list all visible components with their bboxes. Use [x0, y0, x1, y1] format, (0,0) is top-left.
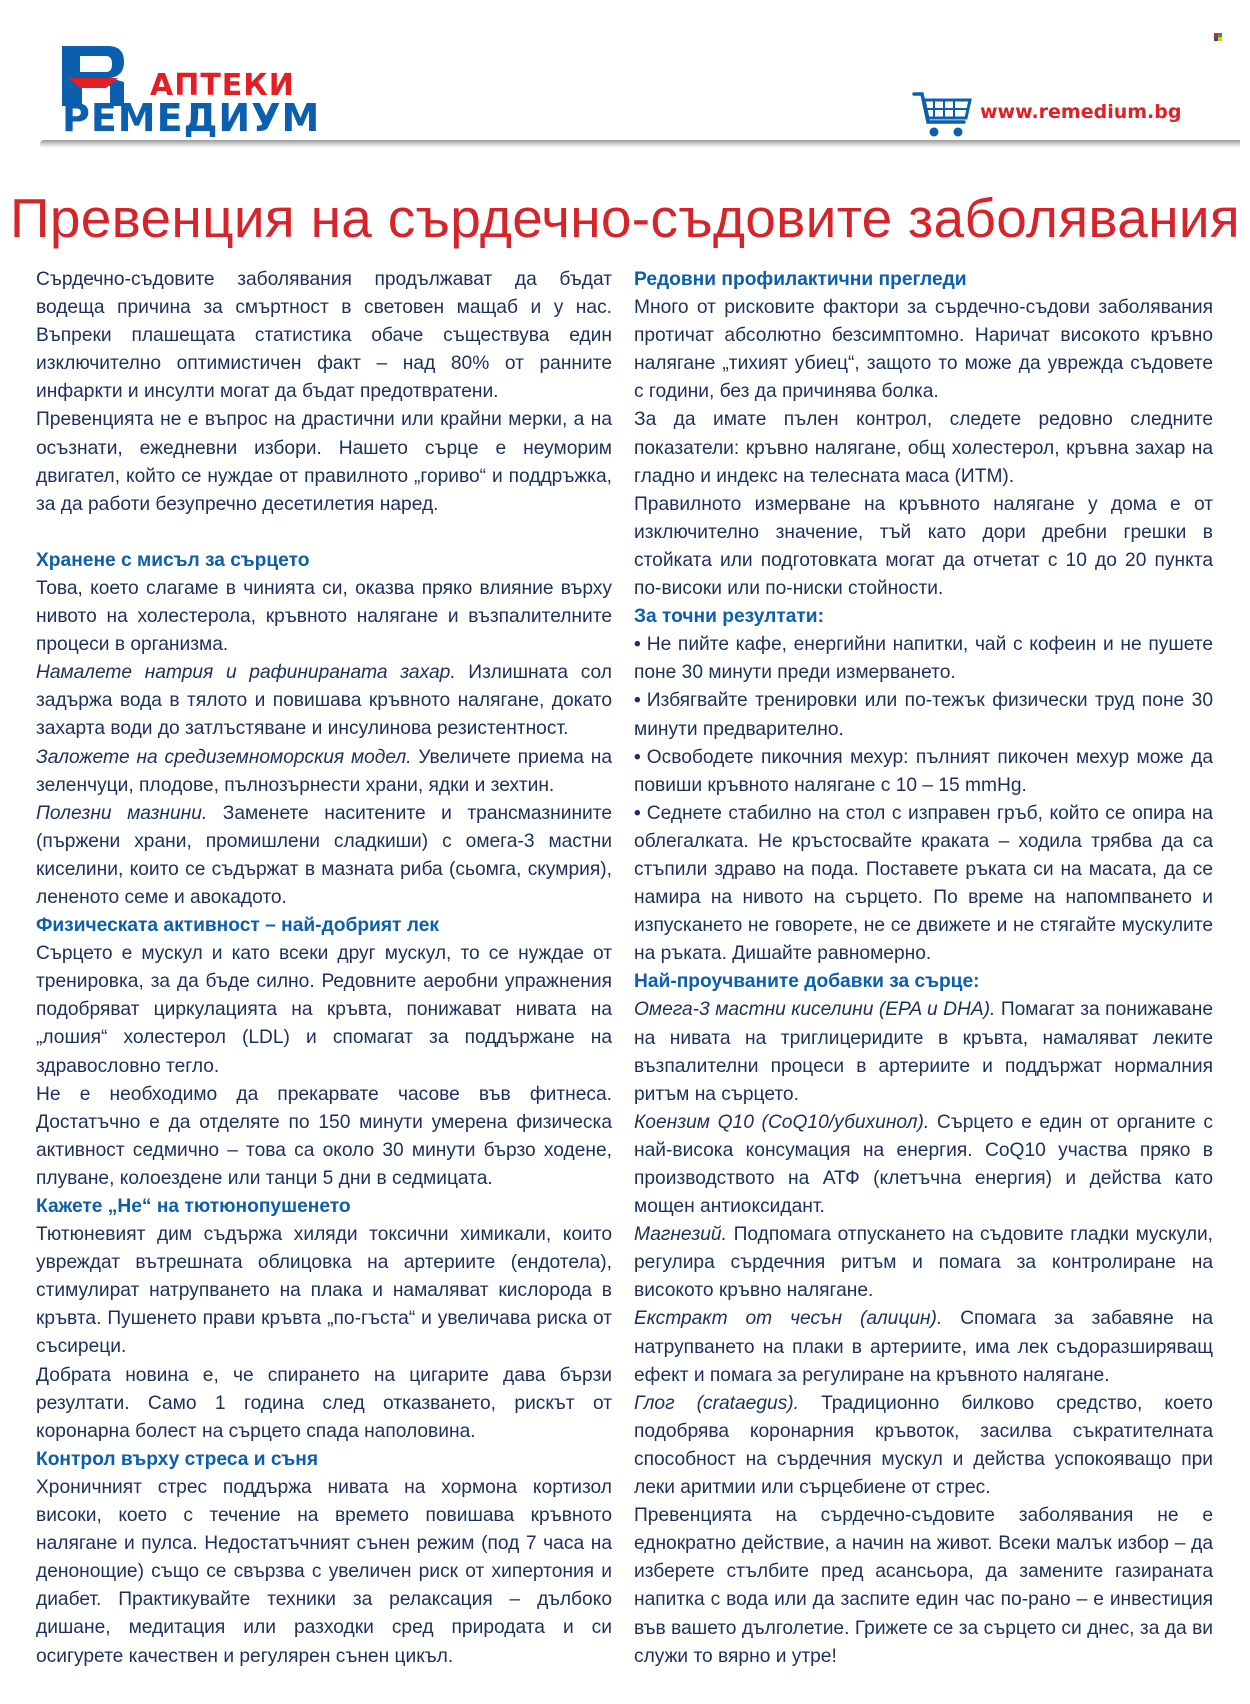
nutrition-text-sodium: Излишната сол задържа вода в тялото и повишава кръвното налягане, докато захарта води до затлъстяване и инсулинова резистентност. — [36, 662, 612, 740]
shopping-cart-icon — [912, 88, 974, 140]
closing-paragraph: Превенцията на сърдечно-съдовите заболявания не е еднократно действие, а начин на живот. Всеки малък избор – да изберете стълбите пред асансьора, да замените газираната напитка с вода или да заспите един час по-рано – е инвестиция във вашето дълголетие. Грижете се за сърцето си днес, за да ви служи то вярно и утре! — [634, 1505, 1213, 1667]
activity-paragraph-2: Не е необходимо да прекарвате часове във фитнеса. Достатъчно е да отделяте по 150 минути умерена физическа активност седмично – това са около 30 минути бързо ходене, плуване, колоездене или танци 5 дни в седмицата. — [36, 1083, 612, 1189]
nutrition-text-fats: Заменете наситените и трансмазнините (пържени храни, промишлени сладкиши) с омега-3 мастни киселини, които се съдържат в мазната риба (сьомга, скумрия), лененото семе и авокадото. — [36, 802, 612, 908]
activity-paragraph-1: Сърцето е мускул и като всеки друг мускул, то се нуждае от тренировка, за да бъде силно. Редовните аеробни упражнения подобряват циркулацията на кръвта, понижават нивата на „лошия“ холестерол (LDL) и спомагат за поддържане на здравословно тегло. — [36, 943, 612, 1077]
stress-paragraph: Хроничният стрес поддържа нивата на хормона кортизол високи, което с течение на времето повишава кръвното налягане и пулса. Недостатъчният сънен режим (под 7 часа на денонощие) също се свързва с увеличен риск от хипертония и диабет. Практикувайте техники за релаксация – дълбоко дишане, медитация или разходки сред природата и си осигурете качествен и регулярен сънен цикъл. — [36, 1476, 612, 1667]
page-header — [0, 0, 1250, 160]
supplement-omega3-lead: Омега-3 мастни киселини (EPA и DHA). — [634, 999, 996, 1021]
corner-mark-icon — [1214, 33, 1222, 41]
supplement-coq10 — [634, 1109, 1213, 1221]
supplement-garlic — [634, 1305, 1213, 1389]
supplement-omega3 — [634, 996, 1213, 1108]
nutrition-lead-mediterranean: Заложете на средиземноморския модел. — [36, 746, 412, 768]
supplement-hawthorn — [634, 1390, 1213, 1502]
logo-text-bottom: РЕМЕДИУМ — [62, 96, 321, 140]
bullet-text-3: Освободете пикочния мехур: пълният пикочен мехур може да повиши кръвното налягане с 10 – 15 mmHg. — [634, 746, 1213, 796]
supplement-garlic-text: Спомага за забавяне на натрупването на плаки в артериите, има лек съдоразширяващ ефект и помага за регулиране на кръвното налягане. — [634, 1308, 1213, 1386]
supplement-hawthorn-text: Традиционно билково средство, което подобрява коронарния кръвоток, засилва съкратителната способност на сърдечния мускул и действа успокояващо при леки аритмии или сърцебиене от стрес. — [634, 1392, 1213, 1499]
heading-stress-sleep: Контрол върху стреса и съня — [36, 1448, 319, 1470]
checkups-paragraph-1: Много от рисковите фактори за сърдечно-съдови заболявания протичат абсолютно безсимптомно. Наричат високото кръвно налягане „тихият убиец“, защото то може да уврежда съдовете с години, без да причинява болка. — [634, 297, 1213, 403]
header-divider — [40, 140, 1240, 148]
heading-checkups: Редовни профилактични прегледи — [634, 269, 967, 290]
bullet-icon: • — [634, 634, 641, 656]
bullet-text-4: Седнете стабилно на стол с изправен гръб, който се опира на облегалката. Не кръстосвайте краката – ходила трябва да са стъпили здраво на пода. Поставете ръката си на масата, да се намира на нивото на сърцето. По време на напомпването и изпускането не говорете, не се движете и не стягайте мускулите на ръката. Дишайте равномерно. — [634, 802, 1213, 965]
heading-smoking: Кажете „Не“ на тютюнопушенето — [36, 1196, 351, 1217]
supplement-hawthorn-lead: Глог (crataegus). — [634, 1392, 800, 1414]
bullet-icon: • — [634, 802, 641, 824]
bullet-item — [634, 800, 1213, 969]
heading-nutrition: Хранене с мисъл за сърцето — [36, 549, 310, 571]
logo-text-top: АПТЕКИ — [150, 68, 295, 103]
supplement-coq10-text: Сърцето е един от органите с най-висока консумация на енергия. CoQ10 участва пряко в производството на АТФ (клетъчна енергия) и действа като мощен антиоксидант. — [634, 1111, 1213, 1218]
nutrition-paragraph-1: Това, което слагаме в чинията си, оказва пряко влияние върху нивото на холестерола, кръвното налягане и възпалителните процеси в организма. — [36, 577, 612, 656]
supplement-garlic-lead: Екстракт от чесън (алицин). — [634, 1308, 943, 1330]
supplement-omega3-text: Помагат за понижаване на нивата на триглицеридите в кръвта, намаляват леките възпалителни процеси в артериите и поддържат нормалния ритъм на сърцето. — [634, 999, 1213, 1105]
bullet-item — [634, 631, 1213, 687]
right-column — [634, 266, 1213, 1671]
bullet-text-1: Не пийте кафе, енергийни напитки, чай с кофеин и не пушете поне 30 минути преди измерването. — [634, 634, 1213, 684]
bullet-icon: • — [634, 746, 641, 768]
supplement-magnesium-lead: Магнезий. — [634, 1224, 727, 1246]
checkups-paragraph-3: Правилното измерване на кръвното налягане у дома е от изключително значение, тъй като дори дребни грешки в стойката или подготовката могат да отчетат с 10 до 20 пункта по-високи или по-ниски стойности. — [634, 493, 1213, 600]
bullet-icon: • — [634, 690, 641, 712]
remedium-logo[interactable] — [62, 46, 322, 140]
intro-paragraph-2: Превенцията не е въпрос на драстични или крайни мерки, а на осъзнати, ежедневни избори. Нашето сърце е неуморим двигател, който се нуждае от правилното „гориво“ и поддръжка, за да работи безупречно десетилетия наред. — [36, 409, 612, 515]
smoking-paragraph-2: Добрата новина е, че спирането на цигарите дава бързи резултати. Само 1 година след отказването, рискът от коронарна болест на сърцето спада наполовина. — [36, 1364, 612, 1442]
heading-activity: Физическата активност – най-добрият лек — [36, 915, 439, 937]
page-title: Превенция на сърдечно-съдовите заболявания — [10, 187, 1240, 249]
supplement-coq10-lead: Коензим Q10 (CoQ10/убихинол). — [634, 1111, 930, 1133]
checkups-paragraph-2: За да имате пълен контрол, следете редовно следните показатели: кръвно налягане, общ холестерол, кръвна захар на гладно и индекс на телесната маса (ИТМ). — [634, 409, 1213, 487]
nutrition-paragraph-3 — [36, 744, 612, 800]
nutrition-text-mediterranean: Увеличете приема на зеленчуци, плодове, пълнозърнести храни, ядки и зехтин. — [36, 746, 612, 796]
supplement-magnesium — [634, 1221, 1213, 1305]
intro-paragraph-1: Сърдечно-съдовите заболявания продължават да бъдат водеща причина за смъртност в световен мащаб и у нас. Въпреки плашещата статистика обаче съществува един изключително оптимистичен факт – над 80% от ранните инфаркти и инсулти могат да бъдат предотвратени. — [36, 269, 612, 403]
bullet-item — [634, 744, 1213, 800]
nutrition-paragraph-4 — [36, 800, 612, 912]
website-link[interactable] — [912, 88, 1212, 140]
bullet-text-2: Избягвайте тренировки или по-тежък физически труд поне 30 минути предварително. — [634, 690, 1213, 740]
left-column — [36, 266, 612, 1671]
website-url[interactable]: www.remedium.bg — [980, 101, 1182, 123]
heading-supplements: Най-проучваните добавки за сърце: — [634, 971, 980, 993]
bullet-item — [634, 687, 1213, 743]
supplement-magnesium-text: Подпомага отпускането на съдовите гладки мускули, регулира сърдечния ритъм и помага за контролиране на високото кръвно налягане. — [634, 1224, 1213, 1302]
nutrition-lead-fats: Полезни мазнини. — [36, 802, 208, 824]
nutrition-lead-sodium: Намалете натрия и рафинираната захар. — [36, 662, 456, 684]
smoking-paragraph-1: Тютюневият дим съдържа хиляди токсични химикали, които увреждат вътрешната облицовка на артериите (ендотела), стимулират натрупването на плака и намаляват кислорода в кръвта. Пушенето прави кръвта „по-гъста“ и увеличава риска от съсиреци. — [36, 1224, 612, 1358]
nutrition-paragraph-2 — [36, 659, 612, 743]
heading-accurate-results: За точни резултати: — [634, 606, 824, 628]
spacer — [36, 519, 612, 547]
